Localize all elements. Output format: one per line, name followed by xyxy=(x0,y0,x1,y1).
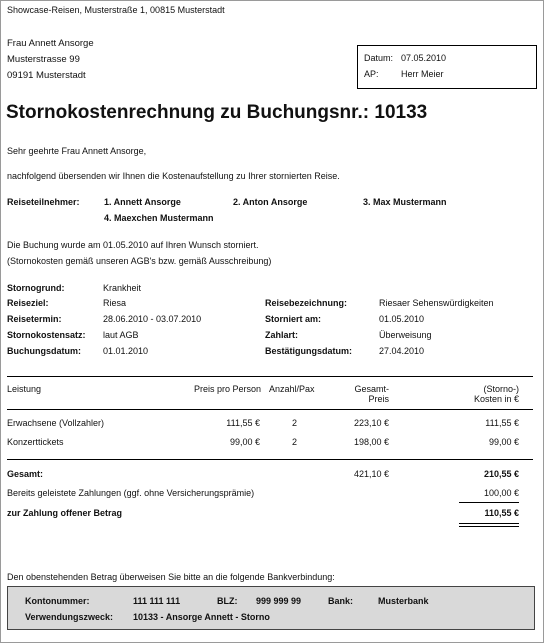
recipient-street: Musterstrasse 99 xyxy=(7,54,80,65)
zahlart-label: Zahlart: xyxy=(265,330,299,340)
intro-text: nachfolgend übersenden wir Ihnen die Kostenaufstellung zu Ihrer stornierten Reise. xyxy=(7,171,340,181)
col-header-anzahl: Anzahl/Pax xyxy=(269,384,315,394)
stornokostensatz-value: laut AGB xyxy=(103,330,139,340)
date-label: Datum: xyxy=(364,53,394,63)
bank-label: Bank: xyxy=(328,596,354,606)
cancel-note-agb: (Stornokosten gemäß unseren AGB's bzw. gemäß Ausschreibung) xyxy=(7,256,272,266)
col-header-gesamt: Gesamt- xyxy=(354,384,389,394)
ap-value: Herr Meier xyxy=(401,69,444,79)
paid-value: 100,00 € xyxy=(483,488,519,498)
salutation: Sehr geehrte Frau Annett Ansorge, xyxy=(7,146,147,156)
total-label: Gesamt: xyxy=(7,469,44,479)
konto-value: 111 111 111 xyxy=(133,596,181,606)
sender-line: Showcase-Reisen, Musterstraße 1, 00815 Musterstadt xyxy=(7,5,225,15)
paid-label: Bereits geleistete Zahlungen (ggf. ohne Versicherungsprämie) xyxy=(7,488,255,498)
row-1-gesamt: 223,10 € xyxy=(353,418,389,428)
row-2-leistung: Konzerttickets xyxy=(7,437,64,447)
table-body-rule xyxy=(7,459,533,460)
reisetermin-label: Reisetermin: xyxy=(7,314,62,324)
verwendungszweck-label: Verwendungszweck: xyxy=(25,612,114,622)
open-amount-value: 110,55 € xyxy=(484,508,519,518)
table-header-rule xyxy=(7,409,533,410)
col-header-preis: Preis pro Person xyxy=(193,384,261,394)
participant-2: 2. Anton Ansorge xyxy=(233,197,308,207)
blz-label: BLZ: xyxy=(217,596,238,606)
bank-intro: Den obenstehenden Betrag überweisen Sie bitte an die folgende Bankverbindung: xyxy=(7,572,335,582)
row-1-storno: 111,55 € xyxy=(485,418,519,428)
buchungsdatum-value: 01.01.2010 xyxy=(103,346,149,356)
date-value: 07.05.2010 xyxy=(401,53,447,63)
row-2-storno: 99,00 € xyxy=(488,437,519,447)
stornogrund-label: Stornogrund: xyxy=(7,283,65,293)
total-gesamt: 421,10 € xyxy=(353,469,389,479)
stornokostensatz-label: Stornokostensatz: xyxy=(7,330,86,340)
col-header-storno-2: Kosten in € xyxy=(473,394,519,404)
col-header-gesamt-2: Preis xyxy=(368,394,389,404)
bank-value: Musterbank xyxy=(378,596,429,606)
reiseziel-label: Reiseziel: xyxy=(7,298,49,308)
page-title: Stornokostenrechnung zu Buchungsnr.: 10133 xyxy=(6,102,428,123)
blz-value: 999 999 99 xyxy=(256,596,302,606)
buchungsdatum-label: Buchungsdatum: xyxy=(7,346,81,356)
reiseziel-value: Riesa xyxy=(103,298,127,308)
col-header-storno: (Storno-) xyxy=(483,384,519,394)
participant-3: 3. Max Mustermann xyxy=(363,197,447,207)
storniert-label: Storniert am: xyxy=(265,314,322,324)
sum-rule xyxy=(459,502,519,503)
row-1-preis: 111,55 € xyxy=(226,418,260,428)
row-1-leistung: Erwachsene (Vollzahler) xyxy=(7,418,105,428)
reisebezeichnung-label: Reisebezeichnung: xyxy=(265,298,348,308)
info-box xyxy=(357,45,537,89)
zahlart-value: Überweisung xyxy=(379,330,432,340)
participant-4: 4. Maexchen Mustermann xyxy=(104,213,214,223)
reisebezeichnung-value: Riesaer Sehenswürdigkeiten xyxy=(379,298,494,308)
total-storno: 210,55 € xyxy=(483,469,519,479)
bank-box xyxy=(7,586,535,630)
row-2-anzahl: 2 xyxy=(292,437,298,447)
reisetermin-value: 28.06.2010 - 03.07.2010 xyxy=(103,314,202,324)
recipient-city: 09191 Musterstadt xyxy=(7,70,86,81)
bestaetigung-label: Bestätigungsdatum: xyxy=(265,346,353,356)
recipient-name: Frau Annett Ansorge xyxy=(7,38,94,49)
storniert-value: 01.05.2010 xyxy=(379,314,425,324)
konto-label: Kontonummer: xyxy=(25,596,90,606)
stornogrund-value: Krankheit xyxy=(103,283,142,293)
table-top-rule xyxy=(7,376,533,377)
participant-1: 1. Annett Ansorge xyxy=(104,197,181,207)
bestaetigung-value: 27.04.2010 xyxy=(379,346,425,356)
row-2-gesamt: 198,00 € xyxy=(353,437,389,447)
cancel-note: Die Buchung wurde am 01.05.2010 auf Ihren Wunsch storniert. xyxy=(7,240,259,250)
open-amount-label: zur Zahlung offener Betrag xyxy=(7,508,123,518)
participants-label: Reiseteilnehmer: xyxy=(7,197,80,207)
double-rule-1 xyxy=(459,523,519,524)
double-rule-2 xyxy=(459,526,519,527)
col-header-leistung: Leistung xyxy=(7,384,42,394)
verwendungszweck-value: 10133 - Ansorge Annett - Storno xyxy=(133,612,270,622)
row-2-preis: 99,00 € xyxy=(229,437,260,447)
row-1-anzahl: 2 xyxy=(292,418,298,428)
ap-label: AP: xyxy=(364,69,379,79)
